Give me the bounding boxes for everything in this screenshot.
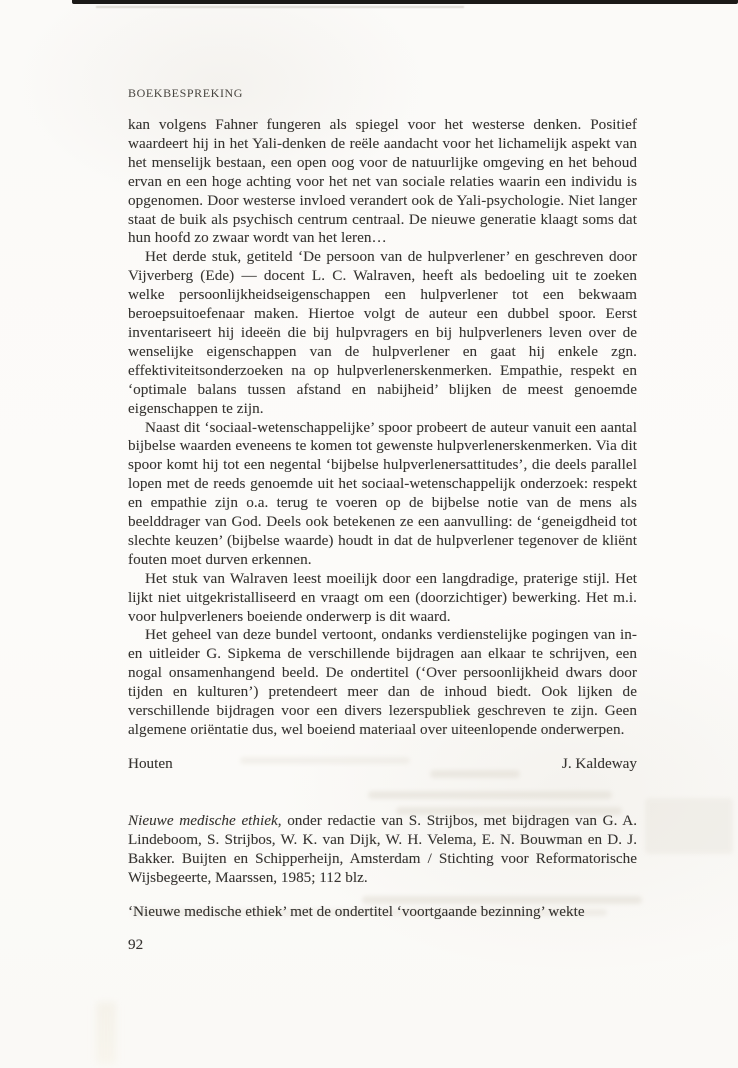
- review-signature: [128, 754, 637, 773]
- scan-top-edge-shadow: [96, 6, 464, 8]
- bleed-through-artifact: [645, 798, 733, 854]
- review-paragraph: Het stuk van Walraven leest moeilijk door een langdradige, praterige stijl. Het lijkt niet uitgekristalliseerd en vraagt om een (doorzichtiger) bewerking. Het m.i. voor hulpverleners boeiende onderwerp is dit waard.: [128, 569, 637, 625]
- review-paragraph: Het geheel van deze bundel vertoont, ondanks verdienstelijke pogingen van in- en uitleider G. Sipkema de verschillende bijdragen aan elkaar te schrijven, een nogal onsamenhangend beeld. De ondertitel (‘Over persoonlijkheid dwars door tijden en kulturen’) pretendeert meer dan de inhoud biedt. Ook lijken de verschillende bijdragen voor een divers lezerspubliek geschreven te zijn. Geen algemene oriëntatie dus, wel boeiend materiaal over uiteenlopende onderwerpen.: [128, 626, 637, 738]
- page-number: 92: [128, 935, 144, 953]
- bibliography-entry: [128, 812, 637, 888]
- next-review-opening-line: ‘Nieuwe medische ethiek’ met de ondertitel ‘voortgaande bezinning’ wekte: [128, 902, 585, 920]
- page-content: [128, 86, 637, 954]
- bibliography-title: Nieuwe medische ethiek: [128, 811, 278, 829]
- review-body: [128, 116, 637, 740]
- running-header: BOEKBESPREKING: [128, 86, 244, 100]
- scan-corner-streak-artifact: [96, 1002, 116, 1064]
- review-paragraph: Naast dit ‘sociaal-wetenschappelijke’ spoor probeert de auteur vanuit een aantal bijbelse waarden eveneens te komen tot gewenste hulpverlenerskenmerken. Via dit spoor komt hij tot een negental ‘bijbelse hulpverlenersattitudes’, die deels parallel lopen met de reeds genoemde uit het sociaal-wetenschappelijk onderzoek: respekt en empathie zijn o.a. terug te voeren op de bijbelse notie van de mens als beelddrager van God. Deels ook betekenen ze een aanvulling: de ‘geneigdheid tot slechte keuzen’ (bijbelse waarde) houdt in dat de hulpverlener tegenover de kliënt fouten moet durven erkennen.: [128, 418, 637, 568]
- bibliography-details: , onder redactie van S. Strijbos, met bijdragen van G. A. Lindeboom, S. Strijbos, W. K. van Dijk, W. H. Velema, E. N. Bouwman en D. J. Bakker. Buijten en Schipperheijn, Amsterdam / Stichting voor Reformatorische Wijsbegeerte, Maarssen, 1985; 112 blz.: [128, 811, 637, 886]
- review-paragraph: kan volgens Fahner fungeren als spiegel voor het westerse denken. Positief waardeert hij in het Yali-denken de reële aandacht voor het lichamelijk aspekt van het menselijk bestaan, een open oog voor de natuurlijke omgeving en het behoud ervan en een hoge achting voor het net van sociale relaties waarin een individu is opgenomen. Door westerse invloed verandert ook de Yali-psychologie. Niet langer staat de buik als psychisch centrum centraal. De nieuwe generatie klaagt soms dat hun hoofd zo zwaar wordt van het leren…: [128, 116, 637, 247]
- signature-reviewer: J. Kaldeway: [561, 754, 637, 772]
- review-paragraph: Het derde stuk, getiteld ‘De persoon van de hulpverlener’ en geschreven door Vijverberg (Ede) — docent L. C. Walraven, heeft als bedoeling uit te zoeken welke persoonlijkheidseigenschappen een hulpverlener tot een bekwaam beroepsuitoefenaar maken. Hiertoe volgt de auteur een dubbel spoor. Eerst inventariseert hij ideeën die bij hulpvragers en bij hulpverleners leven over de wenselijke eigenschappen van de hulpverlener en gaat hij enkele zgn. effektiviteitsonderzoeken na op hulpverlenerskenmerken. Empathie, respekt en ‘optimale balans tussen afstand en nabijheid’ blijken de meest genoemde eigenschappen te zijn.: [128, 248, 637, 417]
- scan-top-edge-artifact: [72, 0, 738, 4]
- signature-place: Houten: [128, 754, 173, 772]
